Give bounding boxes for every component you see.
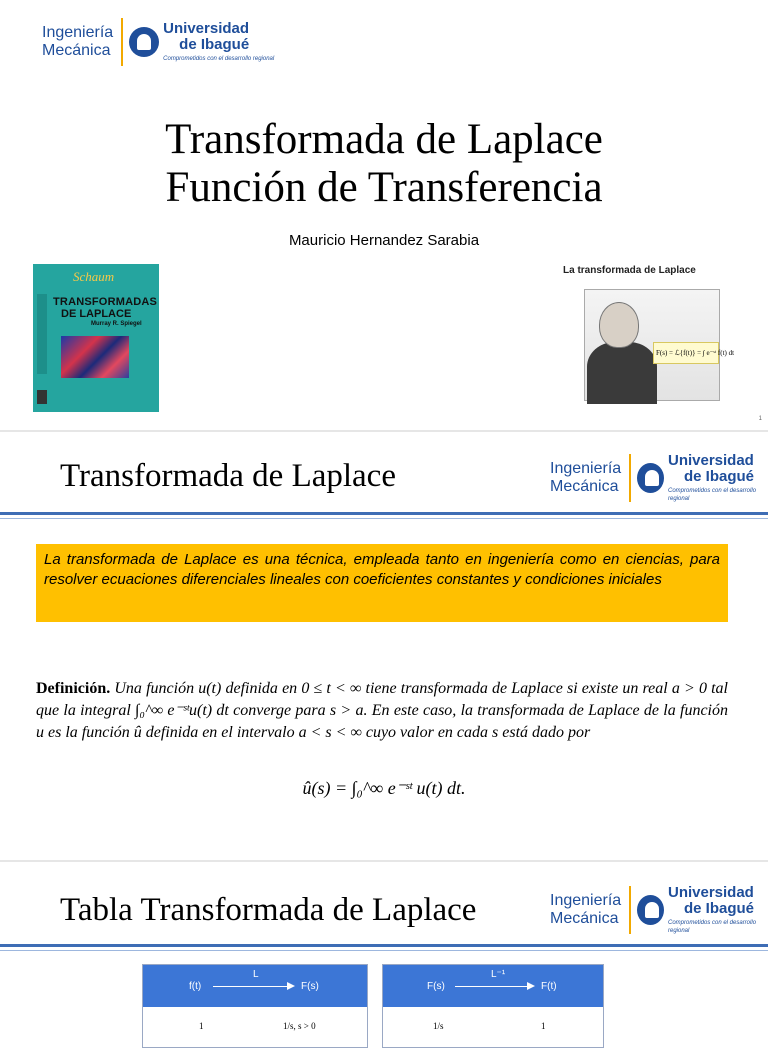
university-logo	[42, 18, 274, 66]
university-emblem-icon	[129, 27, 159, 57]
title-rule	[0, 944, 768, 947]
title-rule	[0, 512, 768, 515]
book-spine	[37, 294, 47, 374]
university-tagline: Comprometidos con el desarrollo regional	[163, 56, 275, 62]
portrait-formula: F(s) = ℒ{f(t)} = ∫ e⁻ˢᵗ f(t) dt	[653, 342, 719, 364]
slide-title-text: Tabla Transformada de Laplace	[60, 892, 477, 928]
title-rule-thin	[0, 950, 768, 951]
header-col1: f(t)	[189, 980, 202, 992]
university-logo	[550, 454, 768, 502]
definition-label: Definición.	[36, 680, 111, 697]
university-logo	[550, 886, 768, 934]
laplace-table-forward	[142, 964, 368, 1048]
book-cover-image	[33, 264, 159, 412]
cell-right: 1	[541, 1021, 546, 1031]
university-name-line1: Universidad	[163, 20, 250, 37]
slide-title	[0, 0, 768, 430]
dept-name	[42, 24, 121, 60]
university-tagline: Comprometidos con el desarrollo regional	[667, 920, 757, 934]
portrait-head	[599, 302, 639, 348]
arrow-right-icon	[455, 986, 533, 987]
dept-line2: Mecánica	[550, 910, 619, 927]
table-header	[143, 965, 367, 1007]
book-brand: Schaum	[73, 269, 115, 284]
book-author: Murray R. Spiegel	[91, 321, 142, 327]
arrow-right-icon	[213, 986, 293, 987]
logo-divider	[629, 454, 631, 502]
book-title-line1: TRANSFORMADAS	[53, 296, 158, 308]
laplace-portrait-image	[584, 289, 735, 401]
presentation-title	[0, 116, 768, 212]
highlight-box: La transformada de Laplace es una técnica, empleada tanto en ingeniería como en ciencias, para resolver ecuaciones diferenciales lineales con coeficientes constantes y condiciones iniciales	[36, 544, 728, 622]
title-rule-thin	[0, 518, 768, 519]
title-line2: Función de Transferencia	[165, 164, 603, 211]
portrait-body	[587, 342, 657, 404]
book-cover-art	[61, 336, 129, 378]
cell-left: 1	[199, 1021, 204, 1031]
table-header	[383, 965, 603, 1007]
table-row	[143, 1007, 367, 1047]
book-title-line2: DE LAPLACE	[61, 308, 132, 320]
dept-line1: Ingeniería	[550, 460, 622, 477]
logo-divider	[629, 886, 631, 934]
dept-line1: Ingeniería	[42, 24, 114, 41]
university-name-line1: Universidad	[667, 452, 754, 469]
publisher-logo-icon	[37, 390, 47, 404]
header-col2: F(t)	[541, 980, 557, 992]
portrait-caption: La transformada de Laplace	[563, 265, 696, 276]
slide-number: 1	[758, 416, 762, 422]
header-operator: L⁻¹	[491, 969, 506, 980]
university-name-line2: de Ibagué	[683, 468, 754, 485]
university-name-line1: Universidad	[667, 884, 754, 901]
laplace-formula: û(s) = ∫₀^∞ e⁻ˢᵗ u(t) dt.	[302, 778, 466, 798]
slide-definition	[0, 432, 768, 860]
cell-left: 1/s	[433, 1021, 444, 1031]
laplace-table-inverse	[382, 964, 604, 1048]
dept-line1: Ingeniería	[550, 892, 622, 909]
author-name: Mauricio Hernandez Sarabia	[288, 232, 480, 249]
slide-table	[0, 862, 768, 1031]
slide-title-text: Transformada de Laplace	[60, 458, 396, 494]
dept-line2: Mecánica	[42, 42, 111, 59]
header-operator: L	[253, 969, 259, 980]
university-emblem-icon	[637, 463, 664, 493]
title-line1: Transformada de Laplace	[165, 116, 603, 163]
header-col1: F(s)	[427, 980, 445, 992]
table-row	[383, 1007, 603, 1047]
definition-paragraph	[36, 678, 728, 744]
university-emblem-icon	[637, 895, 664, 925]
university-tagline: Comprometidos con el desarrollo regional	[667, 488, 757, 502]
logo-divider	[121, 18, 123, 66]
definition-text: Una función u(t) definida en 0 ≤ t < ∞ tiene transformada de Laplace si existe un real a > 0 tal que la integral ∫₀^∞ e⁻ˢᵗu(t) dt converge para s > a. En este caso, la transformada de Laplace de la función u es la función û definida en el intervalo a < s < ∞ cuyo valor en cada s está dado por	[36, 680, 728, 741]
university-name-line2: de Ibagué	[683, 900, 754, 917]
cell-right: 1/s, s > 0	[283, 1021, 316, 1031]
header-col2: F(s)	[301, 980, 319, 992]
university-name-line2: de Ibagué	[179, 36, 250, 53]
dept-line2: Mecánica	[550, 478, 619, 495]
